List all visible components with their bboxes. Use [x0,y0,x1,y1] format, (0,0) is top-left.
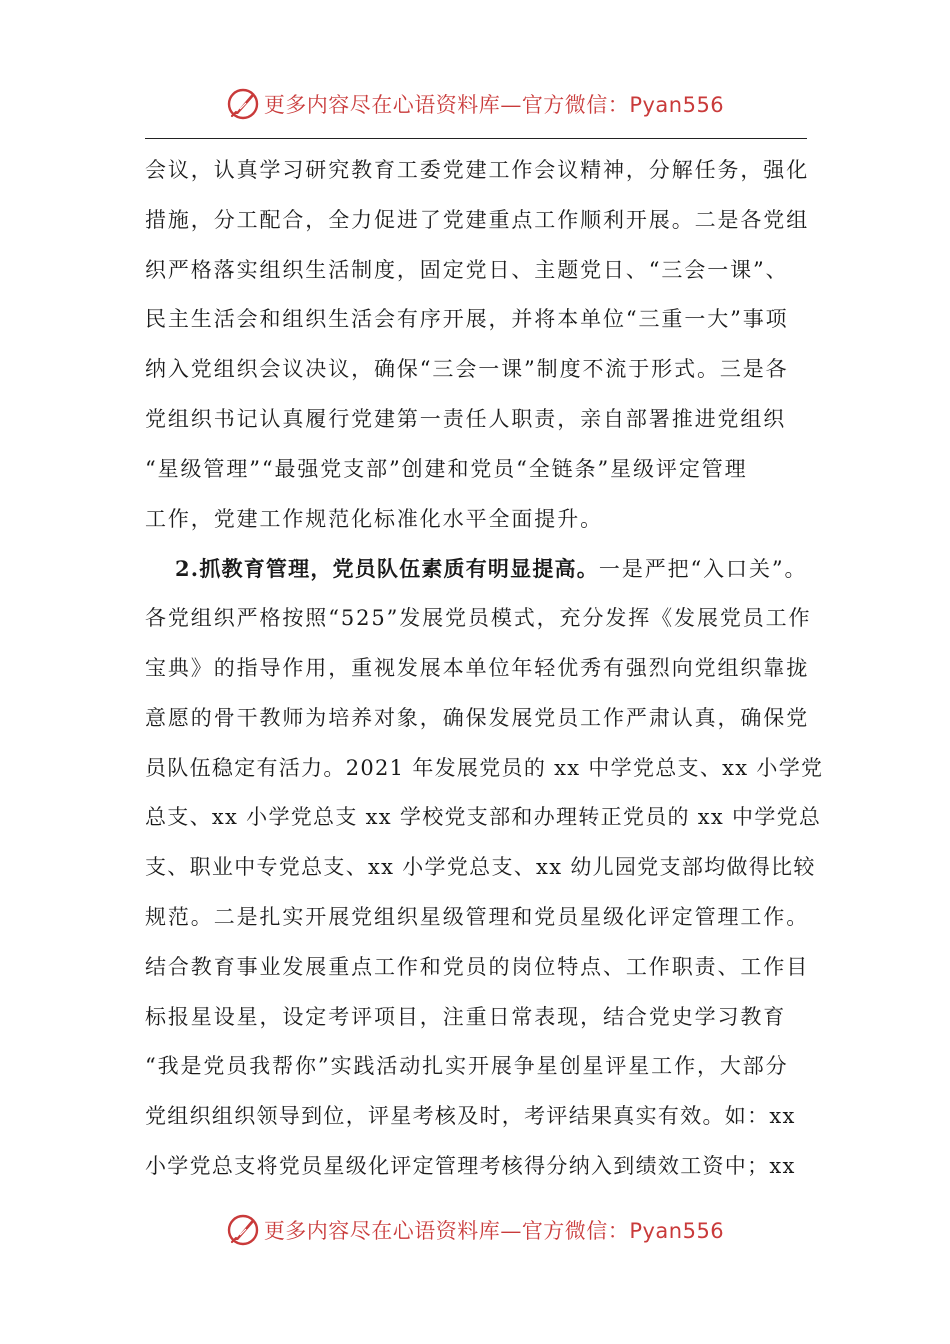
footer-banner [0,1208,950,1252]
banner-text [264,89,724,119]
body-line: 措施，分工配合，全力促进了党建重点工作顺利开展。二是各党组 [145,207,810,232]
body-line: 标报星设星，设定考评项目，注重日常表现，结合党史学习教育 [145,1004,787,1029]
body-line: 党组织组织领导到位，评星考核及时，考评结果真实有效。如：xx [145,1104,796,1129]
banner-handle: Pyan556 [629,93,725,117]
banner-main-text: 更多内容尽在心语资料库 [263,93,501,117]
banner-contact-label: 官方微信： [521,93,630,117]
body-line: 会议，认真学习研究教育工委党建工作会议精神，分解任务，强化 [145,158,810,182]
banner-dash: — [500,1219,522,1243]
body-line: 结合教育事业发展重点工作和党员的岗位特点、工作职责、工作目 [145,954,810,979]
body-line: 纳入党组织会议决议，确保“三会一课”制度不流于形式。三是各 [145,357,789,382]
section-2-heading: 2.抓教育管理，党员队伍素质有明显提高。 [175,556,599,582]
body-line: 小学党总支将党员星级化评定管理考核得分纳入到绩效工资中；xx [145,1153,796,1178]
section-2-first-line [145,544,807,594]
body-line: 宝典》的指导作用，重视发展本单位年轻优秀有强烈向党组织靠拢 [145,655,810,680]
quill-pen-logo-icon [226,1213,260,1247]
header-banner [0,82,950,126]
banner-contact-label: 官方微信： [521,1219,630,1243]
section-2-first-rest: 一是严把“入口关”。 [598,557,808,582]
body-line: “星级管理”“最强党支部”创建和党员“全链条”星级评定管理 [145,456,748,481]
banner-dash: — [500,93,522,117]
body-line: 总支、xx 小学党总支 xx 学校党支部和办理转正党员的 xx 中学党总 [145,805,822,830]
body-line: 党组织书记认真履行党建第一责任人职责，亲自部署推进党组织 [145,406,787,431]
body-line: 支、职业中专党总支、xx 小学党总支、xx 幼儿园党支部均做得比较 [145,855,816,880]
body-line: 规范。二是扎实开展党组织星级管理和党员星级化评定管理工作。 [145,904,810,929]
body-line: 织严格落实组织生活制度，固定党日、主题党日、“三会一课”、 [145,257,789,282]
body-line: 各党组织严格按照“525”发展党员模式，充分发挥《发展党员工作 [145,606,812,631]
body-line: 意愿的骨干教师为培养对象，确保发展党员工作严肃认真，确保党 [145,705,810,730]
quill-pen-logo-icon [226,87,260,121]
document-body [145,146,824,1192]
body-line: “我是党员我帮你”实践活动扎实开展争星创星评星工作，大部分 [145,1054,789,1079]
header-divider [145,138,807,139]
banner-handle: Pyan556 [629,1219,725,1243]
body-line: 工作，党建工作规范化标准化水平全面提升。 [145,506,603,531]
body-line: 员队伍稳定有活力。2021 年发展党员的 xx 中学党总支、xx 小学党 [145,755,824,780]
banner-main-text: 更多内容尽在心语资料库 [263,1219,501,1243]
banner-text [264,1215,724,1245]
body-line: 民主生活会和组织生活会有序开展，并将本单位“三重一大”事项 [145,307,789,332]
